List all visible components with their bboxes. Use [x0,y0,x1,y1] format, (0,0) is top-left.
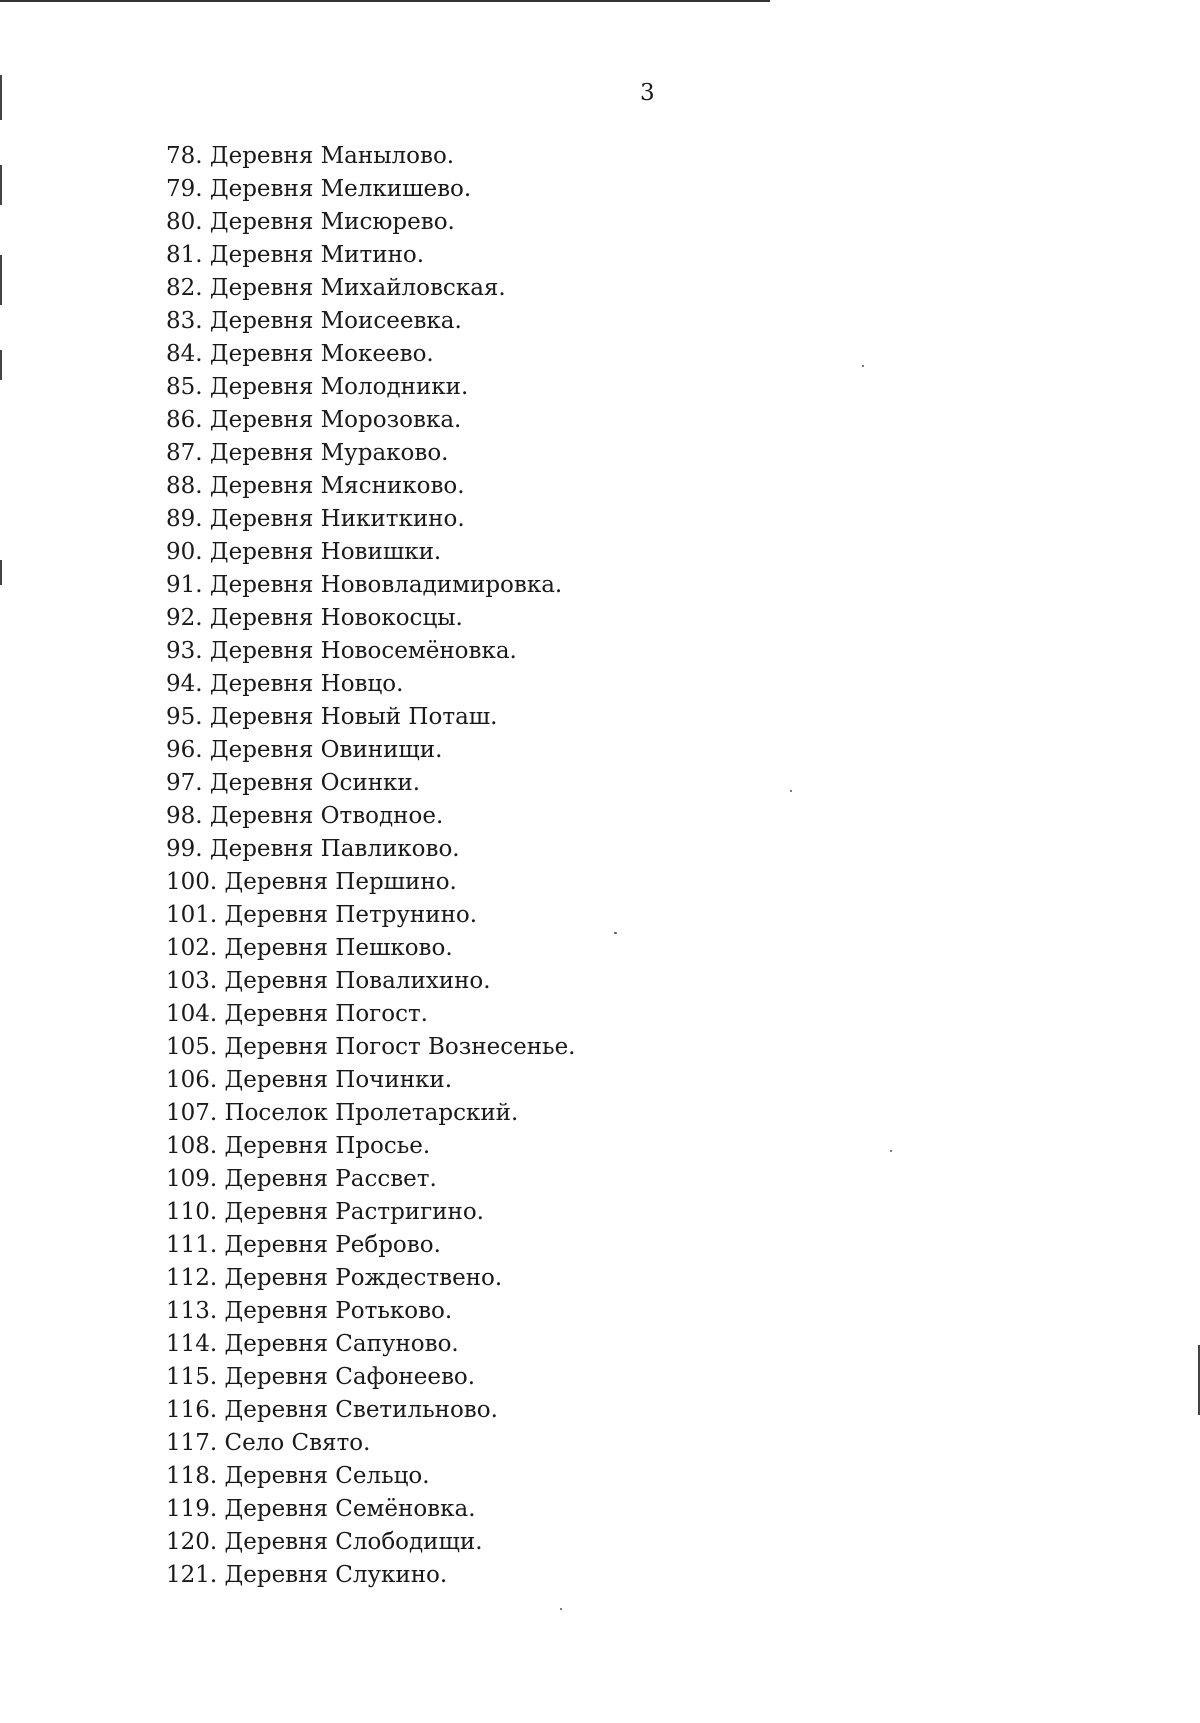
left-scan-edge [0,255,2,305]
list-item [166,1493,576,1526]
item-number: 103. [166,968,218,994]
item-number: 96. [166,737,203,763]
list-item [166,1295,576,1328]
item-number: 114. [166,1331,218,1357]
item-text: Деревня Погост Вознесенье. [224,1034,576,1060]
list-item [166,1328,576,1361]
scan-speck [560,1608,562,1610]
item-number: 118. [166,1463,218,1489]
item-number: 104. [166,1001,218,1027]
item-number: 116. [166,1397,218,1423]
list-item [166,1559,576,1592]
top-scan-border [0,0,770,2]
list-item [166,932,576,965]
list-item [166,899,576,932]
list-item [166,1427,576,1460]
item-text: Деревня Новокосцы. [209,605,463,631]
item-number: 93. [166,638,203,664]
item-number: 107. [166,1100,218,1126]
item-text: Деревня Рассвет. [224,1166,437,1192]
item-text: Деревня Повалихино. [224,968,491,994]
item-text: Деревня Овинищи. [209,737,443,763]
item-text: Деревня Моисеевка. [209,308,462,334]
scan-speck [890,1150,892,1152]
item-number: 101. [166,902,218,928]
list-item [166,701,576,734]
item-number: 97. [166,770,203,796]
item-text: Деревня Сапуново. [224,1331,459,1357]
item-number: 99. [166,836,203,862]
item-number: 89. [166,506,203,532]
item-text: Деревня Растригино. [224,1199,484,1225]
item-number: 117. [166,1430,218,1456]
list-item [166,1394,576,1427]
list-item [166,602,576,635]
item-number: 87. [166,440,203,466]
item-text: Деревня Починки. [224,1067,453,1093]
item-number: 92. [166,605,203,631]
item-number: 111. [166,1232,218,1258]
list-item [166,800,576,833]
list-item [166,1361,576,1394]
item-number: 88. [166,473,203,499]
item-number: 95. [166,704,203,730]
left-scan-edge [0,560,2,585]
list-item [166,767,576,800]
list-item [166,734,576,767]
item-text: Деревня Митино. [209,242,425,268]
item-text: Деревня Осинки. [209,770,421,796]
item-text: Деревня Петрунино. [224,902,478,928]
list-item [166,1097,576,1130]
item-number: 109. [166,1166,218,1192]
scan-speck [862,365,864,367]
item-number: 112. [166,1265,218,1291]
item-text: Деревня Павликово. [209,836,460,862]
settlement-list [166,140,576,1592]
item-number: 113. [166,1298,218,1324]
list-item [166,1130,576,1163]
item-text: Село Свято. [224,1430,371,1456]
item-number: 94. [166,671,203,697]
item-text: Деревня Просье. [224,1133,431,1159]
item-text: Деревня Новый Поташ. [209,704,498,730]
item-text: Деревня Мураково. [209,440,449,466]
item-number: 85. [166,374,203,400]
item-number: 79. [166,176,203,202]
item-text: Деревня Сафонеево. [224,1364,476,1390]
list-item [166,173,576,206]
item-text: Деревня Мясниково. [209,473,465,499]
list-item [166,1196,576,1229]
item-number: 119. [166,1496,218,1522]
item-text: Деревня Молодники. [209,374,469,400]
item-number: 84. [166,341,203,367]
scan-speck [790,790,792,792]
list-item [166,965,576,998]
item-number: 100. [166,869,218,895]
item-text: Деревня Михайловская. [209,275,506,301]
item-text: Деревня Рождествено. [224,1265,503,1291]
item-text: Деревня Никиткино. [209,506,465,532]
list-item [166,1229,576,1262]
item-text: Деревня Слободищи. [224,1529,483,1555]
item-text: Деревня Пешково. [224,935,453,961]
item-text: Деревня Ротьково. [224,1298,453,1324]
list-item [166,569,576,602]
item-number: 121. [166,1562,218,1588]
item-text: Деревня Новосемёновка. [209,638,517,664]
item-number: 102. [166,935,218,961]
item-number: 90. [166,539,203,565]
item-text: Поселок Пролетарский. [224,1100,519,1126]
list-item [166,1262,576,1295]
item-text: Деревня Морозовка. [209,407,462,433]
list-item [166,1460,576,1493]
left-scan-edge [0,75,2,120]
list-item [166,635,576,668]
item-text: Деревня Першино. [224,869,457,895]
item-text: Деревня Нововладимировка. [209,572,563,598]
item-number: 91. [166,572,203,598]
item-number: 81. [166,242,203,268]
item-number: 80. [166,209,203,235]
list-item [166,338,576,371]
item-number: 86. [166,407,203,433]
list-item [166,470,576,503]
list-item [166,239,576,272]
list-item [166,140,576,173]
list-item [166,668,576,701]
list-item [166,998,576,1031]
list-item [166,1526,576,1559]
item-text: Деревня Реброво. [224,1232,441,1258]
item-text: Деревня Манылово. [209,143,455,169]
page-number: 3 [640,80,655,106]
list-item [166,833,576,866]
left-scan-edge [0,350,2,380]
item-text: Деревня Отводное. [209,803,444,829]
list-item [166,1031,576,1064]
item-number: 110. [166,1199,218,1225]
item-number: 82. [166,275,203,301]
item-number: 108. [166,1133,218,1159]
item-text: Деревня Сельцо. [224,1463,430,1489]
list-item [166,404,576,437]
item-text: Деревня Мокеево. [209,341,434,367]
item-number: 78. [166,143,203,169]
list-item [166,1163,576,1196]
list-item [166,437,576,470]
item-number: 120. [166,1529,218,1555]
item-number: 115. [166,1364,218,1390]
list-item [166,371,576,404]
item-text: Деревня Мелкишево. [209,176,472,202]
item-number: 106. [166,1067,218,1093]
item-text: Деревня Светильново. [224,1397,498,1423]
list-item [166,536,576,569]
left-scan-edge [0,165,2,205]
item-number: 83. [166,308,203,334]
item-number: 105. [166,1034,218,1060]
item-text: Деревня Мисюрево. [209,209,455,235]
item-text: Деревня Слукино. [224,1562,448,1588]
item-text: Деревня Семёновка. [224,1496,476,1522]
list-item [166,272,576,305]
list-item [166,503,576,536]
list-item [166,1064,576,1097]
item-text: Деревня Новишки. [209,539,442,565]
list-item [166,305,576,338]
item-text: Деревня Новцо. [209,671,404,697]
list-item [166,866,576,899]
scan-speck [614,932,617,934]
item-text: Деревня Погост. [224,1001,428,1027]
list-item [166,206,576,239]
item-number: 98. [166,803,203,829]
